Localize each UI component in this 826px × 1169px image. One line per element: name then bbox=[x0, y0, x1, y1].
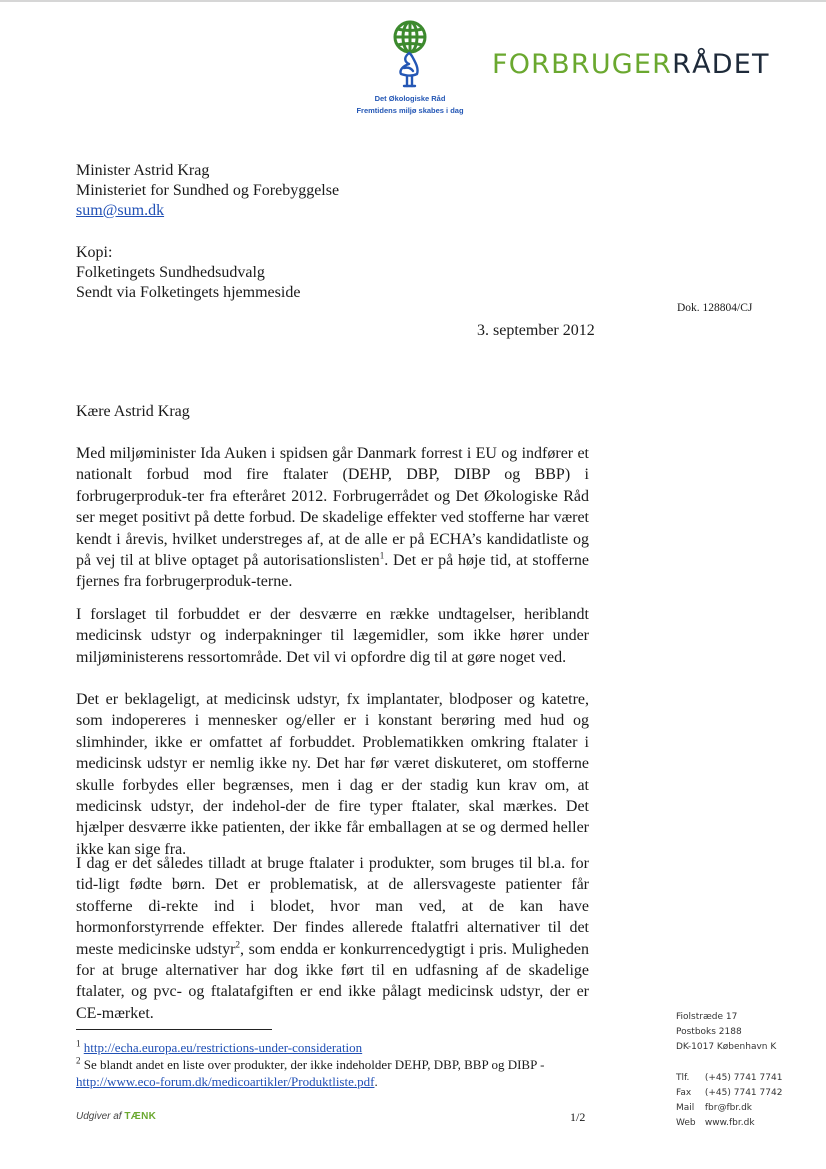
recipient-name: Minister Astrid Krag bbox=[76, 162, 210, 179]
eco-council-name: Det Økologiske Råd bbox=[374, 94, 446, 103]
eco-council-logo bbox=[345, 18, 475, 116]
forbrugerraadet-logo bbox=[492, 48, 770, 82]
contact-pobox: Postboks 2188 bbox=[676, 1027, 742, 1038]
body-paragraph-2: I forslaget til forbuddet er der desværre en række undtagelser, heriblandt medicinsk udstyr og inderpakninger til lægemidler, som ikke hører under miljøministerens ressortområde. Det vil vi opfordre dig til at gøre noget ved. bbox=[76, 606, 589, 666]
mail-value: fbr@fbr.dk bbox=[704, 1103, 752, 1114]
web-label: Web bbox=[676, 1118, 696, 1129]
footnote-ref-2: 2 bbox=[235, 939, 241, 950]
body-paragraph-3: Det er beklageligt, at medicinsk udstyr, fx implantater, blodposer og katetre, som indopereres i mennesker og/eller er i konstant berøring med hud og slimhinder, ikke er omfattet af forbuddet. Problematikken omkring ftalater i medicinsk udstyr er nemlig ikke ny. Det har før været diskuteret, om stofferne skulle forbydes eller begrænses, men i dag er der stadig kun krav om, at medicinsk udstyr, der indehol-der de fire typer ftalater, skal mærkes. Det hjælper desværre ikke patienten, der ikke får emballagen at se og dermed heller ikke kan sige fra. bbox=[76, 691, 589, 858]
page-number: 1/2 bbox=[570, 1110, 586, 1124]
footnotes bbox=[76, 1039, 596, 1090]
web-value: www.fbr.dk bbox=[704, 1118, 755, 1129]
recipient-ministry: Ministeriet for Sundhed og Forebyggelse bbox=[76, 182, 340, 199]
footnote-2 bbox=[76, 1056, 596, 1073]
footnote-1-link[interactable]: http://echa.europa.eu/restrictions-under-consideration bbox=[83, 1040, 363, 1055]
footnote-number: 2 bbox=[76, 1055, 81, 1066]
body-paragraph-4 bbox=[76, 853, 589, 1024]
recipient-block bbox=[76, 161, 339, 221]
salutation: Kære Astrid Krag bbox=[76, 403, 190, 420]
fax-value: (+45) 7741 7742 bbox=[704, 1087, 783, 1098]
contact-fax bbox=[676, 1086, 782, 1101]
paragraph-text: Med miljøminister Ida Auken i spidsen går Danmark forrest i EU og indfører et nationalt forbud mod fire ftalater (DEHP, DBP, DIBP og BBP) i forbrugerproduk-ter fra efteråret 2012. Forbrugerrådet og Det Økologiske Råd ser meget positivt på dette forbud. De skadelige effekter ved stofferne har været kendt i årevis, hvilket understreges af, at de alle er på ECHA’s kandidatliste og på vej til at blive optaget på autorisationslisten bbox=[76, 445, 589, 570]
contact-mail bbox=[676, 1101, 782, 1116]
eco-council-tagline: Fremtidens miljø skabes i dag bbox=[356, 106, 464, 115]
document-reference: Dok. 128804/CJ bbox=[677, 302, 753, 314]
logo-part-dark: RÅDET bbox=[672, 49, 770, 80]
scan-edge-line bbox=[0, 0, 826, 2]
phone-label: Tlf. bbox=[676, 1072, 690, 1083]
contact-block bbox=[676, 1010, 782, 1131]
letter-date: 3. september 2012 bbox=[477, 322, 595, 339]
mail-label: Mail bbox=[676, 1103, 695, 1114]
body-paragraph-1 bbox=[76, 443, 589, 593]
footnote-number: 1 bbox=[76, 1038, 81, 1049]
logo-part-green: FORBRUGER bbox=[492, 49, 673, 80]
contact-city: DK-1017 København K bbox=[676, 1042, 777, 1053]
footnote-2-link[interactable]: http://www.eco-forum.dk/medicoartikler/Produktliste.pdf bbox=[76, 1074, 375, 1089]
footnote-1 bbox=[76, 1039, 596, 1056]
contact-phone bbox=[676, 1071, 782, 1086]
copy-label: Kopi: bbox=[76, 244, 113, 261]
globe-bird-icon bbox=[385, 18, 435, 92]
copy-delivery-note: Sendt via Folketingets hjemmeside bbox=[76, 284, 301, 301]
publisher-prefix: Udgiver af bbox=[76, 1111, 122, 1122]
copy-recipient: Folketingets Sundhedsudvalg bbox=[76, 264, 265, 281]
footnote-2-link-line bbox=[76, 1073, 596, 1090]
footnote-2-text: Se blandt andet en liste over produkter, der ikke indeholder DEHP, DBP, BBP og DIBP - bbox=[83, 1057, 545, 1072]
footnote-divider bbox=[76, 1029, 272, 1030]
taenk-brand-logo: TÆNK bbox=[124, 1111, 157, 1122]
publisher-note bbox=[76, 1111, 156, 1122]
footnote-2-suffix: . bbox=[374, 1074, 378, 1089]
footnote-ref-1: 1 bbox=[379, 550, 385, 561]
phone-value: (+45) 7741 7741 bbox=[704, 1072, 783, 1083]
paragraph-text: . Det er på høje tid, at stofferne fjernes fra forbrugerproduk-terne. bbox=[76, 552, 589, 591]
contact-street: Fiolstræde 17 bbox=[676, 1012, 738, 1022]
paragraph-text: , som endda er konkurrencedygtigt i pris. Muligheden for at bruge alternativer har dog ikke ført til en udfasning af de skadelige ftalater, og pvc- og ftalatafgiften er end ikke pålagt medicinsk udstyr, der er CE-mærket. bbox=[76, 940, 590, 1022]
recipient-email-link[interactable]: sum@sum.dk bbox=[76, 202, 165, 219]
fax-label: Fax bbox=[676, 1087, 692, 1098]
copy-block bbox=[76, 243, 300, 303]
contact-web bbox=[676, 1116, 782, 1131]
paragraph-text: I dag er det således tilladt at bruge ftalater i produkter, som bruges til bl.a. for tid-ligt fødte børn. Det er problematisk, at de allersvageste patienter får stofferne di-rekte ind i blodet, hvor man ved, at de kan have hormonforstyrrende effekter. Der findes allerede ftalatfri alternativer til det meste medicinske udstyr bbox=[76, 855, 589, 958]
